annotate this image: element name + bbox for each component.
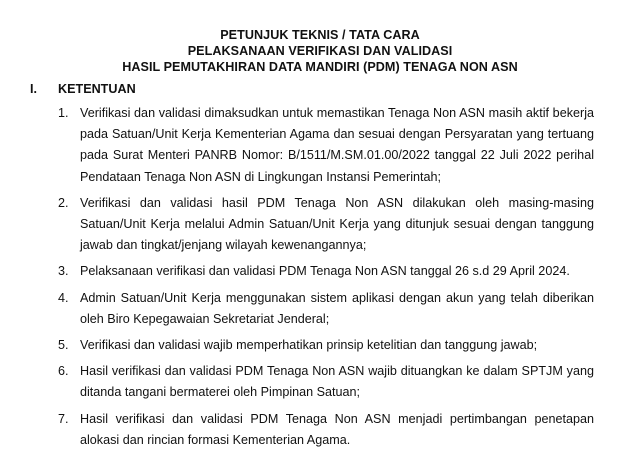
list-item-number: 4. [58,290,69,305]
section-title: KETENTUAN [58,82,136,96]
ketentuan-list [0,103,640,456]
list-item-text: Admin Satuan/Unit Kerja menggunakan sistem aplikasi dengan akun yang telah diberikan oleh Biro Kepegawaian Sekretariat Jenderal; [80,290,594,326]
list-item-text: Verifikasi dan validasi wajib memperhatikan prinsip ketelitian dan tanggung jawab; [80,338,538,353]
title-line-1: PETUNJUK TEKNIS / TATA CARA [220,28,420,42]
list-item [0,193,640,257]
list-item-text: Hasil verifikasi dan validasi PDM Tenaga Non ASN wajib dituangkan ke dalam SPTJM yang ditanda tangani bermaterei oleh Pimpinan Satuan; [80,364,594,400]
list-item-text: Hasil verifikasi dan validasi PDM Tenaga Non ASN menjadi pertimbangan penetapan alokasi dan rincian formasi Kementerian Agama. [80,411,594,447]
list-item-number: 6. [58,364,69,379]
list-item-number: 1. [58,106,69,120]
list-item-text: Verifikasi dan validasi dimaksudkan untuk memastikan Tenaga Non ASN masih aktif bekerja pada Satuan/Unit Kerja Kementerian Agama dan sesuai dengan Persyaratan yang tertuang pada Surat Menteri PANRB Nomor: B/1511/M.SM.01.00/2022 tanggal 22 Juli 2022 perihal Pendataan Tenaga Non ASN di Lingkungan Instansi Pemerintah; [80,106,594,184]
title-line-3: HASIL PEMUTAKHIRAN DATA MANDIRI (PDM) TENAGA NON ASN [122,60,518,74]
list-item-text: Verifikasi dan validasi hasil PDM Tenaga Non ASN dilakukan oleh masing-masing Satuan/Unit Kerja melalui Admin Satuan/Unit Kerja yang ditunjuk sesuai dengan tanggung jawab dan tingkat/jenjang wilayah kewenangannya; [80,195,594,253]
list-item [0,361,640,403]
section-heading [0,80,640,98]
list-item-number: 3. [58,264,69,279]
list-item-text: Pelaksanaan verifikasi dan validasi PDM Tenaga Non ASN tanggal 26 s.d 29 April 2024. [80,264,570,279]
list-item-number: 2. [58,195,69,210]
section-number: I. [30,82,37,96]
list-item [0,103,640,188]
title-line-2: PELAKSANAAN VERIFIKASI DAN VALIDASI [187,44,453,58]
list-item [0,288,640,330]
list-item [0,335,640,356]
list-item [0,409,640,451]
document-title [0,27,640,75]
list-item [0,261,640,282]
list-item-number: 7. [58,411,69,426]
list-item-number: 5. [58,338,69,353]
